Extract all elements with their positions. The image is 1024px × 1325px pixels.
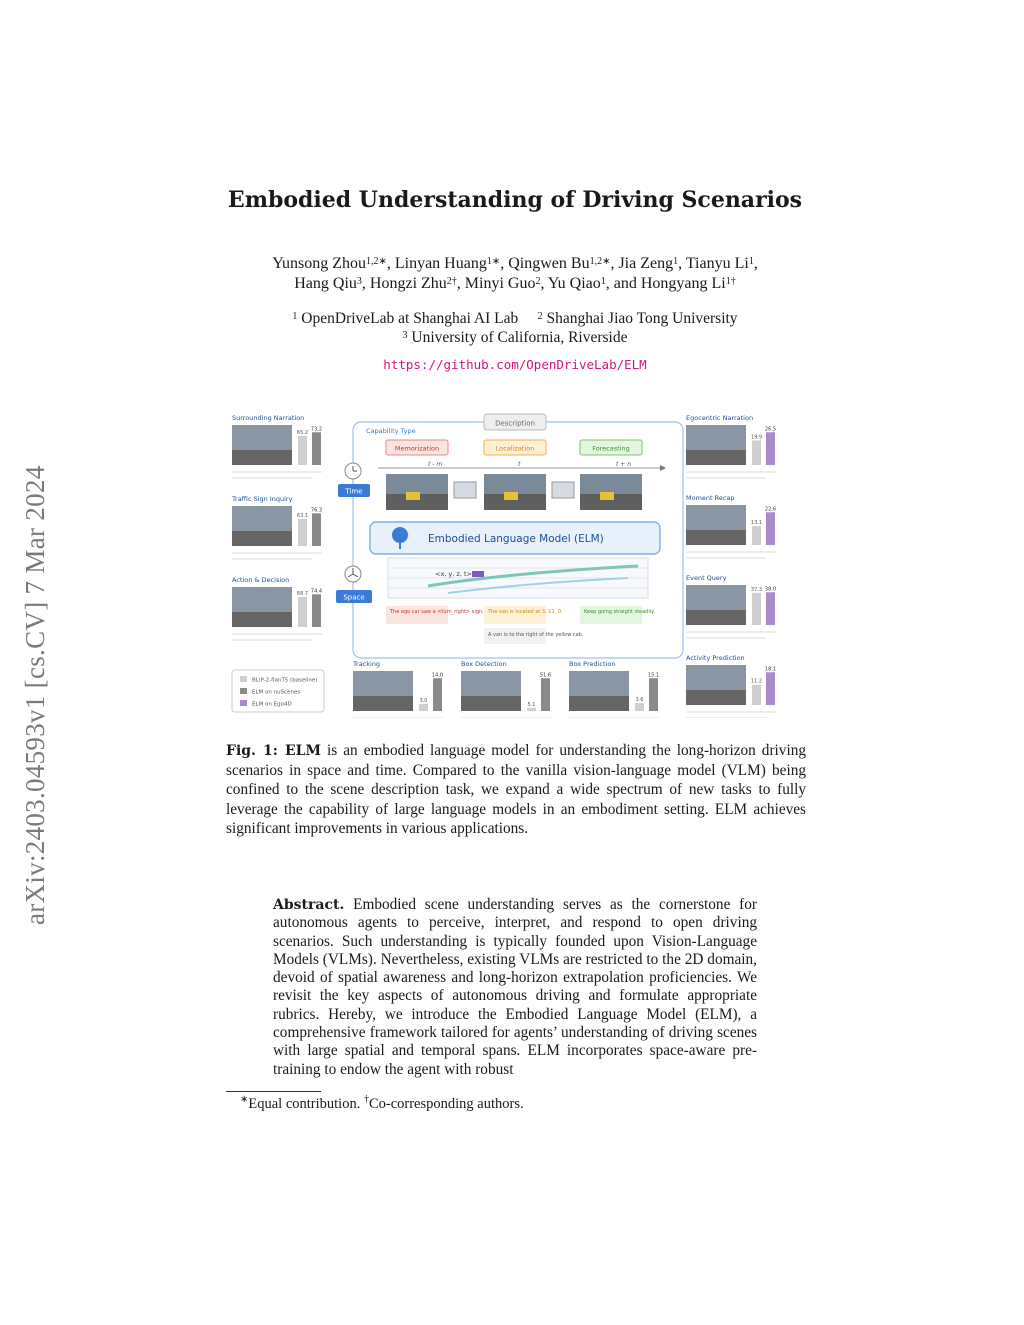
author-affiliation-mark: 1 (748, 256, 754, 267)
bar-elm (766, 512, 775, 545)
localization-box: Localization (495, 444, 535, 453)
panel-title: Event Query (686, 574, 727, 582)
bar-label: 15.1 (647, 672, 660, 679)
abstract-label: Abstract. (273, 897, 345, 913)
bar-label: 26.5 (764, 426, 777, 433)
legend (232, 670, 324, 712)
affiliation-line-1: $^1$ OpenDriveLab at Shanghai AI Lab $^2$ Shanghai Jiao Tong University (292, 310, 738, 327)
author-affiliation-mark: 1,2∗ (589, 256, 611, 267)
bar-baseline (752, 526, 761, 545)
figure-caption (226, 741, 806, 838)
author-line-1: Yunsong Zhou$^{1,2∗}$, Linyan Huang$^{1∗}$, Qingwen $Bu^{1,2∗}$, Jia Zeng$^1$, Tianyu Li$^1$, (272, 255, 758, 272)
bar-label: 63.1 (296, 512, 309, 519)
author-name: Yu Qiao (547, 275, 601, 292)
author-name: Jia Zeng (618, 255, 674, 272)
panel-title: Traffic Sign Inquiry (232, 495, 293, 503)
affiliation-2: Shanghai Jiao Tong University (546, 310, 738, 327)
legend-ego4d: ELM on Ego4D (252, 701, 292, 708)
bar-baseline (752, 593, 761, 625)
arxiv-identifier: arXiv:2403.04593v1 [cs.CV] 7 Mar 2024 (20, 465, 50, 925)
bar-elm (766, 432, 775, 465)
affiliation-1: OpenDriveLab at Shanghai AI Lab (301, 310, 519, 327)
author-name: Qingwen Bu (508, 255, 590, 272)
bar-baseline (635, 703, 644, 711)
author-name: Tianyu Li (685, 255, 749, 272)
abstract-text: Embodied scene understanding serves as the cornerstone for autonomous agents to perceive, interpret, and respond to open driving scenarios. Such understanding is typically founded upon Vision-Language Models (VLMs). Nevertheless, existing VLMs are restricted to the 2D domain, devoid of spatial awareness and long-horizon extrapolation proficiencies. We revisit the key aspects of autonomous driving and formulate appropriate rubrics. Hereby, we introduce the Embodied Language Model (ELM), a comprehensive framework tailored for agents’ understanding of driving scenes with large spatial and temporal spans. ELM incorporates space-aware pre-training to endow the agent with robust (273, 896, 757, 1078)
teaser-figure (228, 408, 806, 718)
legend-baseline: BLIP-2-flanT5 (baseline) (252, 677, 318, 684)
svg-text:t: t (518, 461, 521, 468)
space-label: Space (343, 593, 365, 602)
bar-label: 76.3 (310, 507, 323, 514)
video-frames (386, 474, 642, 510)
bar-elm (649, 678, 658, 711)
author-affiliation-mark: 3 (356, 276, 362, 287)
bar-label: 74.4 (310, 588, 323, 595)
bar-label: 19.9 (750, 434, 763, 441)
author-affiliation-mark: 1† (725, 276, 736, 287)
bar-baseline (298, 597, 307, 627)
caption-text: is an embodied language model for understanding the long-horizon driving scenarios in space and time. Compared to the vanilla vision-language model (VLM) being confined to the scene description task, we expand a wide spectrum of new tasks to fully leverage the capability of large language models in an embodiment setting. ELM achieves significant improvements in various applications. (226, 742, 806, 837)
footnote: ∗Equal contribution. †Co-corresponding authors. (240, 1094, 524, 1112)
bar-label: 11.2 (750, 678, 763, 685)
bar-baseline (298, 436, 307, 465)
bar-elm (312, 432, 321, 465)
bar-label: 37.3 (750, 586, 763, 593)
bar-elm (766, 592, 775, 625)
author-name: Linyan Huang (394, 255, 487, 272)
panel-title: Tracking (353, 660, 381, 668)
note-memorization: The ego car saw a <turn_right> sign. (390, 609, 484, 615)
bar-baseline (298, 519, 307, 546)
description-box: Description (495, 419, 535, 428)
caption-label: Fig. 1: ELM (226, 743, 321, 759)
author-name: Hongzi Zhu (369, 275, 447, 292)
affiliation-3: University of California, Riverside (411, 329, 628, 346)
project-link[interactable]: https://github.com/OpenDriveLab/ELM (383, 357, 647, 372)
note-relation: A van is to the right of the yellow cab. (488, 632, 584, 638)
capability-type-label: Capability Type (366, 427, 416, 435)
affiliation-line-2: $^3$ University of California, Riverside (402, 329, 628, 346)
panel-title: Surrounding Narration (232, 414, 305, 422)
author-affiliation-mark: 1∗ (486, 256, 501, 267)
clock-icon (345, 463, 361, 479)
panel-title: Box Prediction (569, 660, 616, 668)
author-name: Hongyang Li (640, 275, 726, 292)
time-label: Time (345, 487, 363, 496)
panel-title: Action & Decision (232, 576, 290, 584)
bar-baseline (419, 704, 428, 711)
bar-label: 51.6 (539, 672, 552, 679)
paper-title: Embodied Understanding of Driving Scenarios (227, 187, 803, 213)
abstract (273, 896, 757, 1079)
bev-map (388, 558, 648, 598)
author-affiliation-mark: 2† (446, 276, 457, 287)
author-affiliation-mark: 1,2∗ (365, 256, 387, 267)
memorization-box: Memorization (394, 444, 440, 453)
author-list (0, 254, 1024, 294)
svg-text:t + n: t + n (616, 461, 631, 468)
bar-elm (312, 594, 321, 627)
author-affiliation-mark: 1 (600, 276, 606, 287)
bar-label: 38.0 (764, 586, 777, 593)
footnote-rule (226, 1091, 321, 1092)
bar-label: 68.7 (296, 590, 309, 597)
note-localization: The van is located at 3, 11, 0. (488, 609, 563, 615)
bar-elm (312, 513, 321, 546)
axes-icon (345, 566, 361, 582)
panel-title: Egocentric Narration (686, 414, 754, 422)
bar-baseline (527, 708, 536, 711)
bar-label: 13.1 (750, 520, 763, 527)
bar-elm (541, 678, 550, 711)
bar-label: 65.2 (296, 429, 309, 436)
svg-text:t - m: t - m (428, 461, 443, 468)
author-name: Minyi Guo (464, 275, 536, 292)
author-name: Yunsong Zhou (272, 255, 366, 272)
teaser-figure-svg (228, 408, 806, 718)
forecasting-box: Forecasting (592, 444, 630, 453)
panel-title: Activity Prediction (686, 654, 745, 662)
elm-label: Embodied Language Model (ELM) (428, 533, 604, 545)
bar-elm (433, 678, 442, 711)
author-name: Hang Qiu (294, 275, 357, 292)
bar-label: 73.2 (310, 426, 323, 433)
panel-title: Box Detection (461, 660, 507, 668)
author-affiliation-mark: 2 (535, 276, 541, 287)
affiliations (0, 309, 1024, 347)
panel-title: Moment Recap (686, 494, 735, 502)
bar-baseline (752, 440, 761, 465)
bar-label: 3.0 (419, 697, 428, 704)
xyz-token: <x, y, z, t> (435, 570, 472, 578)
bar-label: 18.1 (764, 666, 777, 673)
note-forecasting: Keep going straight steadily. (584, 609, 655, 615)
bar-label: 22.6 (764, 506, 777, 513)
bar-label: 14.0 (431, 672, 444, 679)
author-line-2: Hang Qiu$^3$, Hongzi Zhu$^{2\dagger}$, Minyi Guo$^2$, Yu Qiao$^1$, and Hongyang $Li^{1\dagger}$ (294, 275, 736, 292)
author-affiliation-mark: 1 (673, 256, 679, 267)
bar-baseline (752, 685, 761, 705)
legend-nuscenes: ELM on nuScenes (252, 689, 301, 696)
bar-elm (766, 672, 775, 705)
bar-label: 3.6 (635, 697, 644, 704)
bar-label: 5.1 (527, 701, 536, 708)
